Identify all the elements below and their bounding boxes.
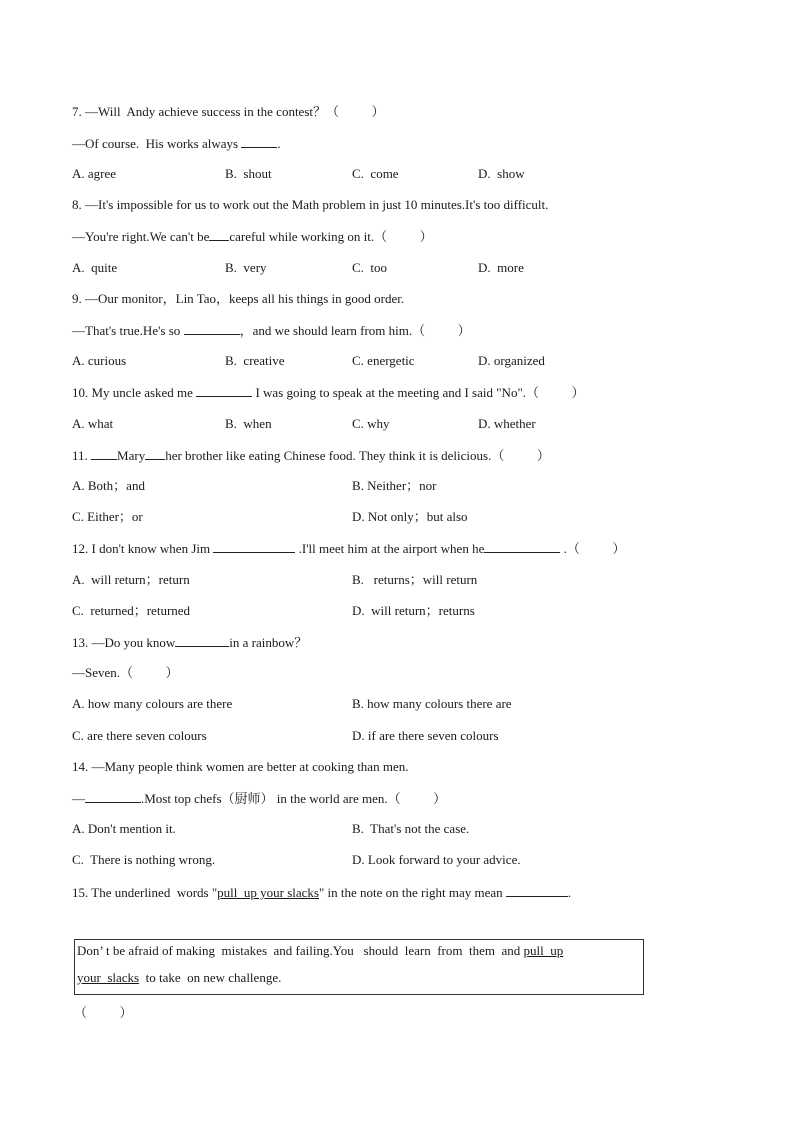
- q15-note-line-1: [77, 943, 563, 959]
- q7-option-b[interactable]: B. shout: [225, 166, 272, 181]
- q12-stem-b: .I'll meet him at the airport when he: [295, 541, 485, 556]
- q8-option-c[interactable]: C. too: [352, 260, 388, 275]
- answer-blank[interactable]: [484, 540, 560, 553]
- q7-option-a[interactable]: A. agree: [72, 166, 117, 181]
- q14-option-d[interactable]: D. Look forward to your advice.: [352, 852, 521, 867]
- q15-stem-c: .: [567, 885, 572, 900]
- answer-blank[interactable]: [91, 447, 117, 460]
- answer-blank[interactable]: [184, 322, 240, 335]
- q14-reply-dash: —: [72, 791, 85, 806]
- q13-option-b[interactable]: B. how many colours there are: [352, 696, 512, 711]
- q7-reply-end: .: [277, 136, 281, 151]
- q15-answer-bracket[interactable]: （ ）: [74, 1005, 133, 1020]
- q8-option-d[interactable]: D. more: [478, 260, 524, 275]
- q13-option-a[interactable]: A. how many colours are there: [72, 696, 233, 711]
- q11-stem-c: her brother like eating Chinese food. They think it is delicious.（ ）: [165, 448, 550, 463]
- q15-note-line-2: [77, 970, 281, 986]
- q11-stem: [72, 447, 550, 464]
- answer-blank[interactable]: [175, 634, 229, 647]
- q13-stem-a: 13. —Do you know: [72, 635, 176, 650]
- q15-stem-a: 15. The underlined words ": [72, 885, 218, 900]
- answer-blank[interactable]: [145, 447, 165, 460]
- q10-stem-b: I was going to speak at the meeting and I said "No".（ ）: [252, 385, 585, 400]
- q13-stem: [72, 634, 307, 651]
- q9-reply: [72, 322, 471, 339]
- answer-blank[interactable]: [213, 540, 295, 553]
- answer-blank[interactable]: [241, 135, 277, 148]
- q10-option-d[interactable]: D. whether: [478, 416, 536, 431]
- q13-option-d[interactable]: D. if are there seven colours: [352, 728, 499, 743]
- q14-option-c[interactable]: C. There is nothing wrong.: [72, 852, 216, 867]
- q15-note-underlined-1: pull up: [523, 943, 564, 958]
- q9-reply-text: —That's true.He's so: [72, 323, 184, 338]
- q9-option-c[interactable]: C. energetic: [352, 353, 415, 368]
- q7-reply: [72, 135, 281, 152]
- q12-stem-a: 12. I don't know when Jim: [72, 541, 214, 556]
- q11-option-a[interactable]: A. Both；and: [72, 478, 145, 493]
- answer-blank[interactable]: [209, 228, 229, 241]
- q8-option-a[interactable]: A. quite: [72, 260, 118, 275]
- q10-stem: [72, 384, 585, 401]
- q7-reply-text: —Of course. His works always: [72, 136, 242, 151]
- q14-stem: 14. —Many people think women are better at cooking than men.: [72, 759, 409, 774]
- q10-option-a[interactable]: A. what: [72, 416, 114, 431]
- q11-stem-a: 11.: [72, 448, 92, 463]
- q11-stem-b: Mary: [117, 448, 146, 463]
- q15-underlined-phrase: pull up your slacks: [217, 885, 319, 900]
- q9-option-a[interactable]: A. curious: [72, 353, 127, 368]
- q12-stem: [72, 540, 625, 557]
- q9-option-d[interactable]: D. organized: [478, 353, 545, 368]
- q11-option-c[interactable]: C. Either；or: [72, 509, 143, 524]
- q9-reply-end: ，and we should learn from him.（ ）: [239, 323, 471, 338]
- q8-reply-end: careful while working on it.（ ）: [229, 229, 433, 244]
- q9-option-b[interactable]: B. creative: [225, 353, 285, 368]
- q15-stem: [72, 884, 571, 901]
- q12-stem-c: .（ ）: [560, 541, 626, 556]
- answer-blank[interactable]: [506, 884, 568, 897]
- q12-option-a[interactable]: A. will return；return: [72, 572, 190, 587]
- q15-note-text-1: Don’ t be afraid of making mistakes and failing.You should learn from them and: [77, 943, 524, 958]
- q15-note-box: [74, 939, 644, 995]
- q13-stem-b: in a rainbow？: [229, 635, 308, 650]
- q7-option-d[interactable]: D. show: [478, 166, 525, 181]
- q7-stem: 7. —Will Andy achieve success in the contest？（ ）: [72, 104, 385, 119]
- q14-option-a[interactable]: A. Don't mention it.: [72, 821, 176, 836]
- q12-option-c[interactable]: C. returned；returned: [72, 603, 191, 618]
- q10-option-c[interactable]: C. why: [352, 416, 390, 431]
- q9-stem: 9. —Our monitor，Lin Tao，keeps all his things in good order.: [72, 291, 405, 306]
- q12-option-d[interactable]: D. will return；returns: [352, 603, 475, 618]
- q8-stem: 8. —It's impossible for us to work out the Math problem in just 10 minutes.It's too difficult.: [72, 197, 549, 212]
- q11-option-d[interactable]: D. Not only；but also: [352, 509, 468, 524]
- answer-blank[interactable]: [196, 384, 252, 397]
- q15-note-text-2: to take on new challenge.: [139, 970, 282, 985]
- answer-blank[interactable]: [85, 790, 141, 803]
- q13-option-c[interactable]: C. are there seven colours: [72, 728, 207, 743]
- q13-reply: —Seven.（ ）: [72, 665, 179, 680]
- q14-reply-text: .Most top chefs（厨师） in the world are men.（ ）: [141, 791, 447, 806]
- q7-option-c[interactable]: C. come: [352, 166, 399, 181]
- q12-option-b[interactable]: B. returns；will return: [352, 572, 478, 587]
- q8-reply-text: —You're right.We can't be: [72, 229, 210, 244]
- q15-note-underlined-2: your slacks: [77, 970, 140, 985]
- q14-reply: [72, 790, 446, 807]
- q8-reply: [72, 228, 433, 245]
- q11-option-b[interactable]: B. Neither；nor: [352, 478, 437, 493]
- q10-option-b[interactable]: B. when: [225, 416, 272, 431]
- q14-option-b[interactable]: B. That's not the case.: [352, 821, 470, 836]
- q8-option-b[interactable]: B. very: [225, 260, 267, 275]
- q10-stem-a: 10. My uncle asked me: [72, 385, 197, 400]
- q15-stem-b: " in the note on the right may mean: [318, 885, 506, 900]
